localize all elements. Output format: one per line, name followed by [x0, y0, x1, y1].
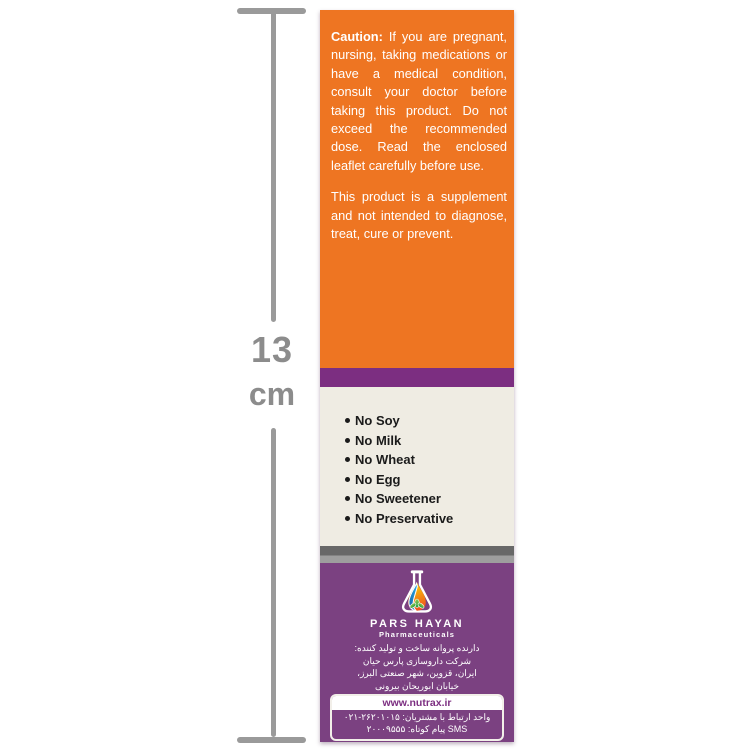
ruler-label: [233, 330, 311, 412]
caution-body: If you are pregnant, nursing, taking medications or have a medical condition, consult your doctor before taking this product. Do not exceed the recommended dose. Read the enclosed leaflet carefully before use.: [331, 29, 507, 173]
free-from-section: [320, 387, 514, 546]
list-item: [345, 450, 514, 470]
pars-hayan-flask-logo-icon: [395, 570, 439, 617]
phone-line: [332, 710, 502, 724]
gray-divider-band: [320, 546, 514, 563]
free-from-label: No Milk: [355, 432, 402, 448]
address-line: دارنده پروانه ساخت و تولید کننده:: [354, 643, 480, 653]
bullet-dot: [345, 516, 350, 521]
free-from-label: No Wheat: [355, 452, 415, 467]
caution-paragraph: [331, 28, 507, 175]
sms-number: ۲۰۰۰۹۵۵۵: [366, 723, 406, 734]
bullet-dot: [345, 457, 350, 462]
address-line: ایران، قزوین، شهر صنعتی البرز،: [357, 668, 477, 679]
free-from-label: No Sweetener: [355, 491, 441, 506]
phone-label: واحد ارتباط با مشتریان:: [402, 712, 491, 723]
list-item: [345, 470, 514, 490]
supplement-note: This product is a supplement and not intended to diagnose, treat, cure or prevent.: [331, 189, 507, 242]
ruler-value: 13: [250, 329, 294, 370]
list-item: [345, 509, 514, 529]
bullet-dot: [345, 496, 350, 501]
bullet-dot: [345, 477, 350, 482]
address-line: خیابان ابوریحان بیرونی: [374, 680, 460, 691]
list-item: [345, 411, 514, 431]
sms-label: SMS پیام کوتاه:: [407, 723, 468, 734]
ruler-line-lower: [271, 428, 276, 737]
ruler-bottom-cap: [237, 737, 306, 743]
free-from-label: No Soy: [355, 413, 400, 428]
list-item: [345, 431, 514, 451]
purple-divider-band: [320, 368, 514, 387]
caution-heading: Caution:: [331, 29, 383, 44]
manufacturer-section: [320, 563, 514, 742]
brand-name: PARS HAYAN: [370, 618, 464, 630]
product-box-side-panel: [320, 10, 514, 742]
caution-section: [320, 10, 514, 368]
brand-division: Pharmaceuticals: [378, 630, 456, 639]
bullet-dot: [345, 438, 350, 443]
website-url: www.nutrax.ir: [332, 696, 502, 710]
manufacturer-address: [355, 642, 480, 692]
sms-line: [332, 724, 502, 740]
free-from-list: [345, 411, 514, 528]
phone-number: ۰۲۱-۲۶۲۰۱۰۱۵: [343, 712, 400, 723]
address-line: شرکت داروسازی پارس حیان: [362, 655, 472, 666]
ruler-line-upper: [271, 10, 276, 322]
ruler-unit: cm: [248, 376, 296, 412]
free-from-label: No Egg: [355, 471, 401, 487]
free-from-label: No Preservative: [355, 510, 454, 526]
bullet-dot: [345, 418, 350, 423]
contact-box: [330, 694, 504, 741]
list-item: [345, 489, 514, 509]
